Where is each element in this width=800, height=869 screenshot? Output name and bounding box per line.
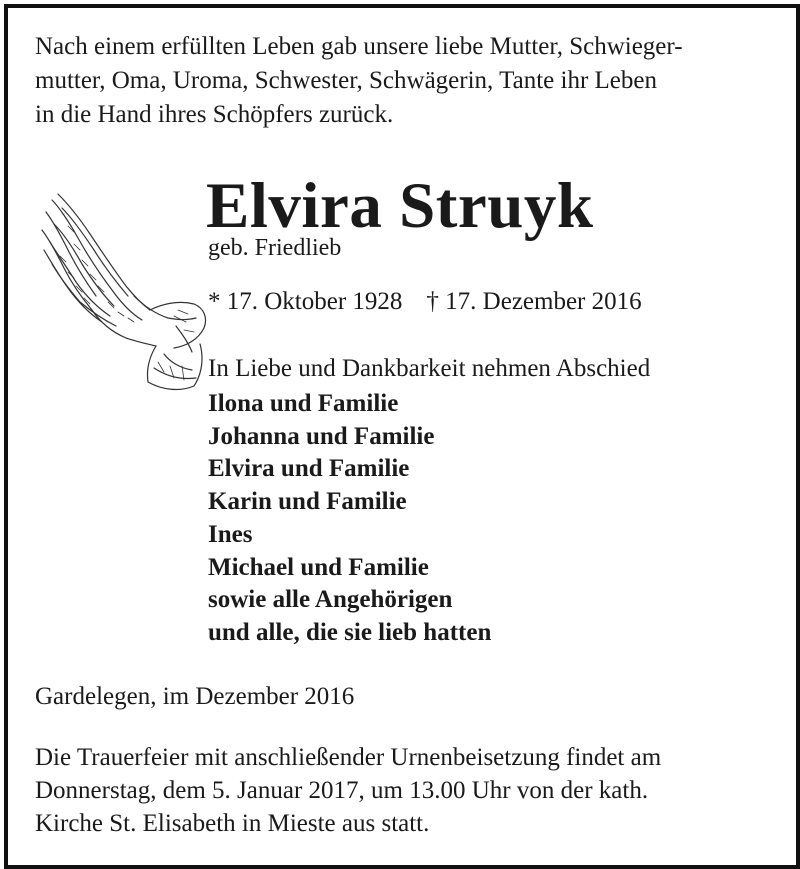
- mourner: Johanna und Familie: [208, 422, 435, 450]
- mourner: Elvira und Familie: [208, 455, 410, 483]
- intro-line: in die Hand ihres Schöpfers zurück.: [35, 101, 394, 128]
- mourner: Michael und Familie: [208, 553, 429, 581]
- service-line: Die Trauerfeier mit anschließender Urnenbeisetzung findet am: [35, 744, 662, 771]
- mourner: Ilona und Familie: [208, 390, 399, 417]
- mourner: und alle, die sie lieb hatten: [208, 618, 492, 646]
- obituary-frame: [4, 4, 800, 869]
- mourner: sowie alle Angehörigen: [208, 586, 453, 614]
- service-line: Donnerstag, dem 5. Januar 2017, um 13.00 Uhr von der kath.: [35, 777, 649, 804]
- intro-line: mutter, Oma, Uroma, Schwester, Schwägerin, Tante ihr Leben: [35, 67, 657, 94]
- mourner: Ines: [208, 520, 253, 548]
- deceased-name: Elvira Struyk: [206, 170, 594, 242]
- place-date: Gardelegen, im Dezember 2016: [35, 683, 355, 710]
- life-dates: [208, 286, 642, 318]
- farewell-line: In Liebe und Dankbarkeit nehmen Abschied: [208, 355, 651, 382]
- intro-line: Nach einem erfüllten Leben gab unsere liebe Mutter, Schwieger-: [35, 33, 683, 60]
- intro-text: [35, 30, 775, 132]
- praying-hands-icon: [38, 186, 210, 398]
- mourners-list: [208, 388, 491, 650]
- mourner: Karin und Familie: [208, 488, 407, 516]
- birth-date: * 17. Oktober 1928: [208, 288, 403, 315]
- service-line: Kirche St. Elisabeth in Mieste aus statt.: [35, 810, 430, 837]
- death-date: † 17. Dezember 2016: [426, 288, 642, 315]
- service-info: [35, 741, 775, 840]
- maiden-name: geb. Friedlieb: [208, 235, 342, 261]
